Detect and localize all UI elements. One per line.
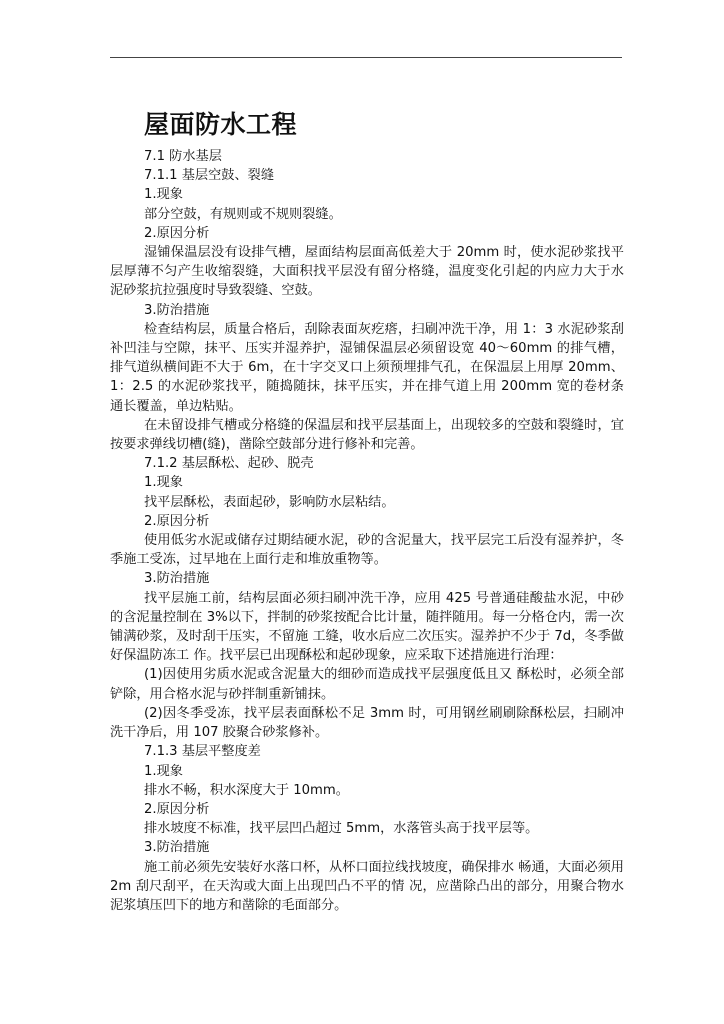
paragraph: (2)因冬季受冻，找平层表面酥松不足 3mm 时，可用钢丝刷刷除酥松层，扫刷冲洗干净后，用 107 胶聚合砂浆修补。 (110, 705, 624, 741)
paragraph: 找平层施工前，结构层面必须扫刷冲洗干净，应用 425 号普通硅酸盐水泥，中砂的含泥量控制在 3%以下，拌制的砂浆按配合比计量，随拌随用。每一分格仓内，需一次铺满砂浆，及时刮干压实，不留施 工缝，收水后应二次压实。湿养护不少于 7d，冬季做好保温防冻工 作。找平层已出现酥松和起砂现象，应采取下述措施进行治理： (110, 590, 624, 664)
paragraph: 在未留设排气槽或分格缝的保温层和找平层基面上，出现较多的空鼓和裂缝时，宜按要求弹线切槽(缝)，凿除空鼓部分进行修补和完善。 (110, 417, 624, 453)
section-line: 7.1 防水基层 (144, 149, 222, 164)
section-line: 3.防治措施 (144, 571, 210, 587)
section-line: 1.现象 (144, 763, 183, 779)
section-line: 2.原因分析 (144, 513, 210, 529)
section-line: 排水不畅，积水深度大于 10mm。 (144, 782, 349, 798)
document-body (110, 108, 624, 915)
section-line: 找平层酥松，表面起砂，影响防水层粘结。 (144, 494, 395, 510)
paragraph: 使用低劣水泥或储存过期结硬水泥，砂的含泥量大，找平层完工后没有湿养护，冬季施工受冻，过早地在上面行走和堆放重物等。 (110, 533, 624, 568)
section-line: 3.防治措施 (144, 840, 210, 856)
paragraph: 检查结构层，质量合格后，刮除表面灰疙瘩，扫刷冲洗干净，用 1：3 水泥砂浆刮补凹洼与空隙，抹平、压实并湿养护，湿铺保温层必须留设宽 40～60mm 的排气槽，排气道纵横间距不大于 6m，在十字交叉口上须预埋排气孔，在保温层上用厚 20mm、1：2.5 的水泥砂浆找平，随捣随抹，抹平压实，并在排气道上用 200mm 宽的卷材条通长覆盖，单边粘贴。 (110, 321, 624, 414)
section-line: 3.防治措施 (144, 302, 210, 318)
section-line: 7.1.2 基层酥松、起砂、脱壳 (144, 456, 314, 472)
document-blocks (110, 147, 624, 915)
header-rule (110, 57, 622, 58)
section-line: 1.现象 (144, 187, 183, 203)
section-line: 1.现象 (144, 475, 183, 491)
document-title: 屋面防水工程 (144, 110, 298, 139)
section-line: 排水坡度不标准，找平层凹凸超过 5mm，水落管头高于找平层等。 (144, 821, 539, 837)
paragraph: 施工前必须先安装好水落口杯，从杯口面拉线找坡度，确保排水 畅通，大面必须用 2m 刮尺刮平，在天沟或大面上出现凹凸不平的情 况，应凿除凸出的部分，用聚合物水泥浆填压凹下的地方和凿除的毛面部分。 (110, 859, 624, 913)
section-line: 7.1.3 基层平整度差 (144, 744, 261, 760)
section-line: 2.原因分析 (144, 225, 210, 241)
paragraph: (1)因使用劣质水泥或含泥量大的细砂而造成找平层强度低且又 酥松时，必须全部铲除，用合格水泥与砂拌制重新铺抹。 (110, 667, 624, 702)
section-line: 7.1.1 基层空鼓、裂缝 (144, 168, 275, 184)
section-line: 部分空鼓，有规则或不规则裂缝。 (144, 206, 342, 222)
section-line: 2.原因分析 (144, 801, 210, 817)
paragraph: 湿铺保温层没有设排气槽，屋面结构层面高低差大于 20mm 时，使水泥砂浆找平层厚薄不匀产生收缩裂缝，大面积找平层没有留分格缝，温度变化引起的内应力大于水泥砂浆抗拉强度时导致裂缝、空鼓。 (110, 245, 624, 299)
